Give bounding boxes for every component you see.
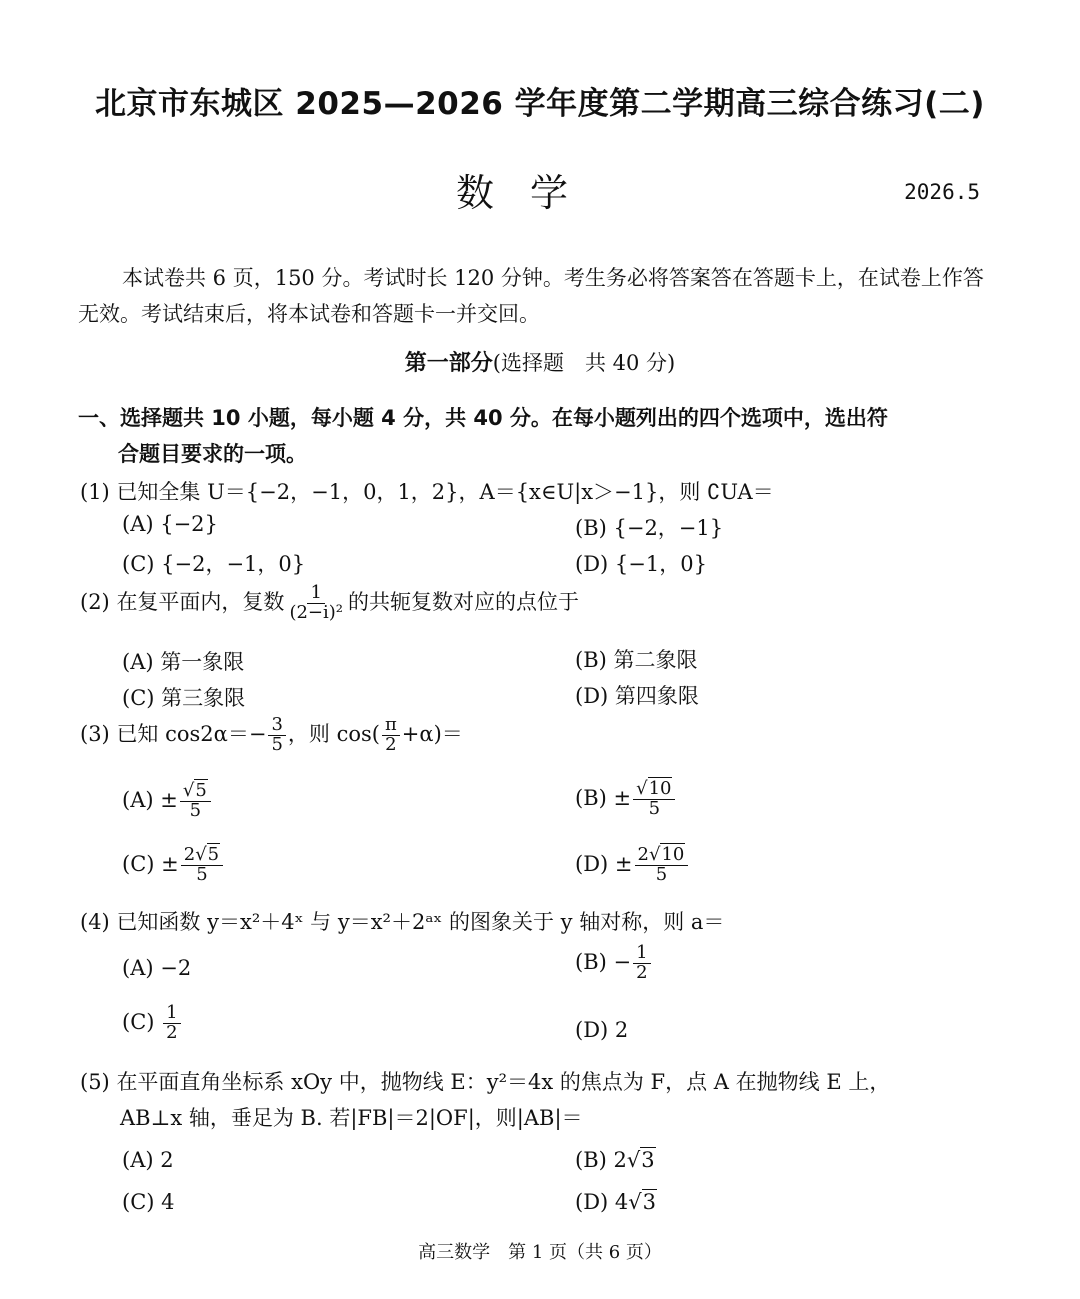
q3-option-d	[575, 846, 690, 885]
q4-option-a: (A) −2	[122, 956, 192, 980]
part-desc: (选择题 共 40 分)	[492, 351, 676, 375]
option-letter: (D) 4	[575, 1190, 629, 1214]
fraction-denominator: 5	[655, 863, 668, 885]
q3-option-a	[122, 782, 213, 821]
option-letter: (C) ±	[122, 851, 179, 876]
radicand: 5	[195, 780, 207, 801]
fraction-numerator: 3	[268, 716, 285, 736]
fraction-numerator: π	[382, 716, 400, 736]
radicand: 10	[648, 778, 672, 799]
section-instructions	[78, 400, 988, 472]
fraction	[268, 716, 285, 755]
question-5-stem	[80, 1066, 890, 1096]
option-letter: (B) 2	[575, 1148, 627, 1172]
subject-heading: 数学	[455, 171, 604, 215]
question-text: 已知 cos2α＝−	[116, 721, 267, 746]
fraction-numerator: 2√5	[181, 846, 223, 866]
fraction-numerator: √10	[633, 780, 675, 800]
q3-option-c	[122, 846, 225, 885]
option-letter: (D) ±	[575, 851, 633, 876]
q2-option-a: (A) 第一象限	[122, 650, 245, 674]
question-text: 在平面直角坐标系 xOy 中，抛物线 E：y²＝4x 的焦点为 F，点 A 在抛物线 E 上，	[116, 1070, 891, 1094]
q2-option-d: (D) 第四象限	[575, 684, 699, 708]
q1-option-b: (B) {−2，−1}	[575, 516, 724, 540]
question-text: 已知全集 U＝{−2，−1，0，1，2}，A＝{x∈U|x＞−1}，则 ∁UA＝	[116, 480, 774, 504]
question-label: (5)	[80, 1070, 110, 1094]
coefficient: 2	[183, 844, 196, 865]
question-text: ，则 cos(	[287, 721, 380, 746]
question-5-stem-line-2: AB⊥x 轴，垂足为 B. 若|FB|＝2|OF|，则|AB|＝	[120, 1106, 583, 1130]
q2-option-b: (B) 第二象限	[575, 648, 698, 672]
fraction	[635, 846, 689, 885]
question-3-stem	[80, 716, 463, 755]
question-label: (2)	[80, 589, 110, 614]
fraction-numerator: √5	[180, 782, 211, 802]
question-label: (1)	[80, 480, 110, 504]
part-heading	[0, 346, 1080, 377]
q5-option-b: (B) 2√3	[575, 1148, 655, 1172]
question-text: 在复平面内，复数	[116, 589, 285, 614]
q4-option-c	[122, 1004, 183, 1043]
section-line-2: 合题目要求的一项。	[118, 442, 307, 466]
fraction-denominator: 5	[271, 733, 283, 755]
question-text: +α)＝	[401, 721, 463, 746]
fraction-denominator: 5	[648, 797, 661, 819]
question-2-stem	[80, 584, 579, 623]
radicand: 3	[641, 1148, 655, 1172]
fraction	[163, 1004, 180, 1043]
q4-option-d: (D) 2	[575, 1018, 629, 1042]
fraction-numerator: 1	[307, 584, 324, 604]
question-text: 已知函数 y＝x²＋4ˣ 与 y＝x²＋2ᵃˣ 的图象关于 y 轴对称，则 a＝	[116, 910, 725, 934]
fraction-denominator: 5	[189, 799, 202, 821]
option-letter: (C)	[122, 1009, 155, 1034]
q1-option-a: (A) {−2}	[122, 512, 218, 536]
page-footer: 高三数学 第 1 页（共 6 页）	[418, 1242, 662, 1263]
fraction	[633, 780, 675, 819]
q5-option-c: (C) 4	[122, 1190, 175, 1214]
q5-option-a: (A) 2	[122, 1148, 174, 1172]
fraction-denominator: 2	[166, 1021, 178, 1043]
fraction-numerator: 1	[633, 944, 650, 964]
q1-option-d: (D) {−1，0}	[575, 552, 707, 576]
question-label: (4)	[80, 910, 110, 934]
radicand: 5	[207, 844, 220, 865]
fraction-denominator: 2	[636, 961, 648, 983]
fraction	[382, 716, 400, 755]
q2-option-c: (C) 第三象限	[122, 686, 246, 710]
option-letter: (B) −	[575, 949, 632, 974]
fraction-denominator: 5	[196, 863, 208, 885]
fraction-numerator: 2√10	[635, 846, 689, 866]
question-4-stem	[80, 906, 724, 936]
question-text: 的共轭复数对应的点位于	[348, 589, 579, 614]
fraction	[180, 782, 211, 821]
q5-option-d: (D) 4√3	[575, 1190, 657, 1214]
part-name: 第一部分	[404, 351, 493, 376]
q1-option-c: (C) {−2，−1，0}	[122, 552, 306, 576]
fraction	[286, 584, 346, 623]
section-line-1: 一、选择题共 10 小题，每小题 4 分，共 40 分。在每小题列出的四个选项中，选出符	[78, 406, 888, 430]
radicand: 3	[642, 1190, 657, 1214]
exam-date: 2026.5	[904, 180, 980, 204]
fraction	[181, 846, 223, 885]
fraction-numerator: 1	[163, 1004, 180, 1024]
q4-option-b	[575, 944, 653, 983]
option-letter: (A) ±	[122, 787, 178, 812]
q3-option-b	[575, 780, 677, 819]
question-1-stem	[80, 476, 774, 506]
radicand: 10	[661, 844, 685, 865]
fraction-denominator: 2	[385, 733, 397, 755]
coefficient: 2	[637, 844, 649, 865]
fraction-denominator: (2−i)²	[289, 601, 343, 623]
option-letter: (B) ±	[575, 785, 632, 810]
question-label: (3)	[80, 721, 110, 746]
exam-instructions: 本试卷共 6 页，150 分。考试时长 120 分钟。考生务必将答案答在答题卡上，在试卷上作答无效。考试结束后，将本试卷和答题卡一并交回。	[78, 266, 984, 326]
fraction	[633, 944, 650, 983]
exam-title: 北京市东城区 2025—2026 学年度第二学期高三综合练习(二)	[95, 86, 985, 122]
